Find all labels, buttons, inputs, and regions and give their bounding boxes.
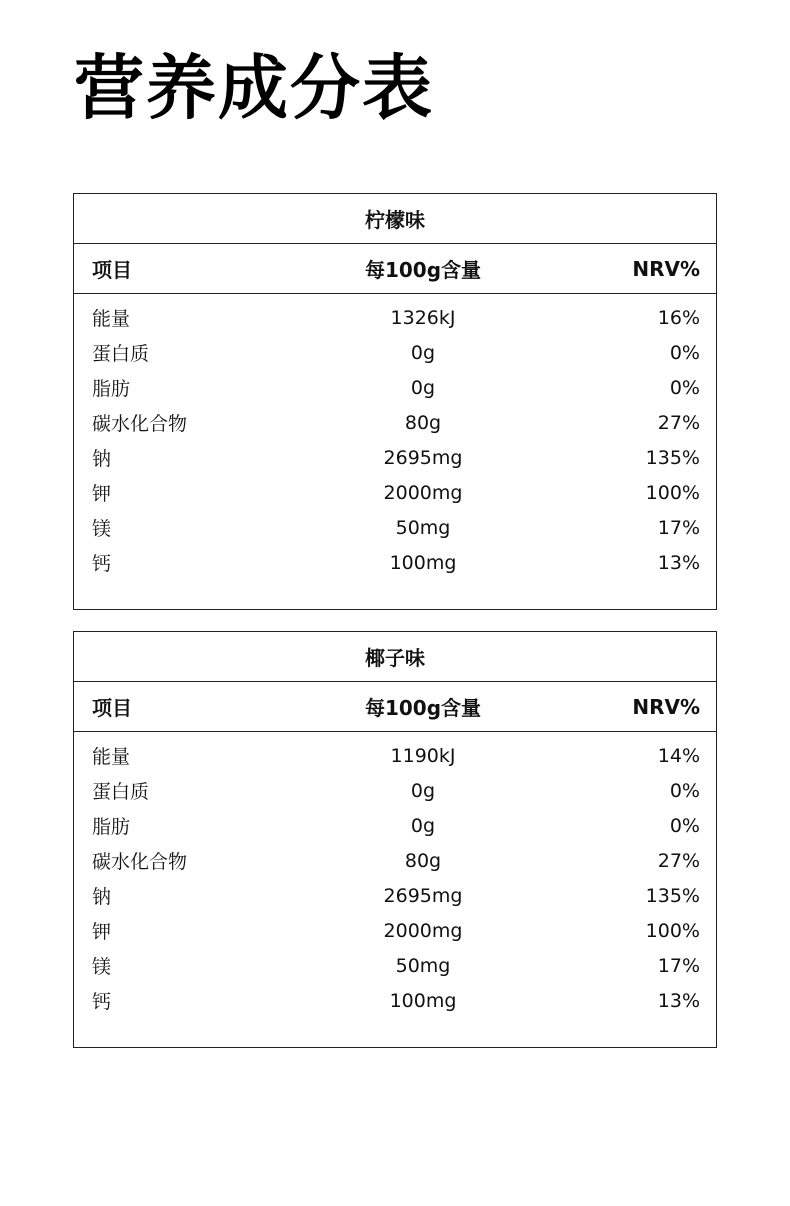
nutrient-nrv: 14% bbox=[657, 744, 700, 767]
nutrient-nrv: 135% bbox=[645, 884, 700, 907]
table-body bbox=[74, 294, 716, 580]
table-row bbox=[74, 335, 716, 370]
nutrient-name: 钾 bbox=[92, 483, 112, 505]
nutrient-nrv: 13% bbox=[657, 551, 700, 574]
table-header bbox=[74, 244, 716, 294]
nutrient-name: 钙 bbox=[92, 991, 112, 1013]
table-row bbox=[74, 878, 716, 913]
nutrient-nrv: 100% bbox=[645, 919, 700, 942]
header-item: 项目 bbox=[92, 696, 132, 720]
header-amount: 每100g含量 bbox=[364, 696, 482, 720]
nutrient-amount: 0g bbox=[410, 779, 436, 802]
nutrient-nrv: 0% bbox=[669, 376, 700, 399]
nutrient-nrv: 100% bbox=[645, 481, 700, 504]
table-row bbox=[74, 738, 716, 773]
nutrient-nrv: 0% bbox=[669, 341, 700, 364]
table-header bbox=[74, 682, 716, 732]
nutrient-name: 蛋白质 bbox=[92, 781, 150, 803]
table-row bbox=[74, 843, 716, 878]
table-row bbox=[74, 510, 716, 545]
nutrient-amount: 100mg bbox=[389, 551, 457, 574]
nutrient-amount: 100mg bbox=[389, 989, 457, 1012]
nutrient-name: 镁 bbox=[92, 518, 112, 540]
page-title: 营养成分表 bbox=[74, 47, 434, 129]
nutrient-name: 脂肪 bbox=[92, 816, 131, 838]
table-row bbox=[74, 808, 716, 843]
table-row bbox=[74, 475, 716, 510]
nutrient-nrv: 0% bbox=[669, 814, 700, 837]
nutrient-amount: 2695mg bbox=[383, 884, 463, 907]
nutrient-amount: 1326kJ bbox=[390, 306, 456, 329]
nutrient-amount: 80g bbox=[404, 411, 442, 434]
nutrient-name: 钾 bbox=[92, 921, 112, 943]
table-body bbox=[74, 732, 716, 1018]
table-row bbox=[74, 370, 716, 405]
nutrition-table-coconut bbox=[73, 631, 717, 1048]
nutrient-nrv: 17% bbox=[657, 954, 700, 977]
nutrient-nrv: 16% bbox=[657, 306, 700, 329]
header-amount: 每100g含量 bbox=[364, 258, 482, 282]
nutrition-table-lemon bbox=[73, 193, 717, 610]
header-nrv: NRV% bbox=[632, 256, 700, 281]
nutrient-nrv: 0% bbox=[669, 779, 700, 802]
table-row bbox=[74, 300, 716, 335]
flavor-title: 椰子味 bbox=[74, 632, 716, 682]
nutrient-amount: 80g bbox=[404, 849, 442, 872]
nutrient-amount: 0g bbox=[410, 814, 436, 837]
nutrient-name: 脂肪 bbox=[92, 378, 131, 400]
nutrient-name: 碳水化合物 bbox=[92, 413, 188, 435]
nutrient-amount: 2695mg bbox=[383, 446, 463, 469]
nutrient-amount: 0g bbox=[410, 341, 436, 364]
nutrient-name: 蛋白质 bbox=[92, 343, 150, 365]
nutrient-nrv: 135% bbox=[645, 446, 700, 469]
nutrient-name: 钠 bbox=[92, 886, 112, 908]
table-row bbox=[74, 545, 716, 580]
table-row bbox=[74, 948, 716, 983]
table-row bbox=[74, 773, 716, 808]
nutrient-name: 能量 bbox=[92, 308, 131, 330]
nutrient-nrv: 27% bbox=[657, 849, 700, 872]
nutrient-nrv: 17% bbox=[657, 516, 700, 539]
table-row bbox=[74, 983, 716, 1018]
nutrient-amount: 2000mg bbox=[383, 919, 463, 942]
nutrient-amount: 1190kJ bbox=[390, 744, 456, 767]
table-row bbox=[74, 913, 716, 948]
nutrient-name: 碳水化合物 bbox=[92, 851, 188, 873]
flavor-title: 柠檬味 bbox=[74, 194, 716, 244]
header-item: 项目 bbox=[92, 258, 132, 282]
table-row bbox=[74, 440, 716, 475]
header-nrv: NRV% bbox=[632, 694, 700, 719]
nutrient-amount: 50mg bbox=[395, 954, 451, 977]
nutrient-amount: 2000mg bbox=[383, 481, 463, 504]
nutrient-amount: 50mg bbox=[395, 516, 451, 539]
table-row bbox=[74, 405, 716, 440]
nutrient-name: 钠 bbox=[92, 448, 112, 470]
nutrient-name: 能量 bbox=[92, 746, 131, 768]
nutrient-nrv: 13% bbox=[657, 989, 700, 1012]
nutrient-name: 钙 bbox=[92, 553, 112, 575]
nutrient-name: 镁 bbox=[92, 956, 112, 978]
nutrient-amount: 0g bbox=[410, 376, 436, 399]
nutrient-nrv: 27% bbox=[657, 411, 700, 434]
